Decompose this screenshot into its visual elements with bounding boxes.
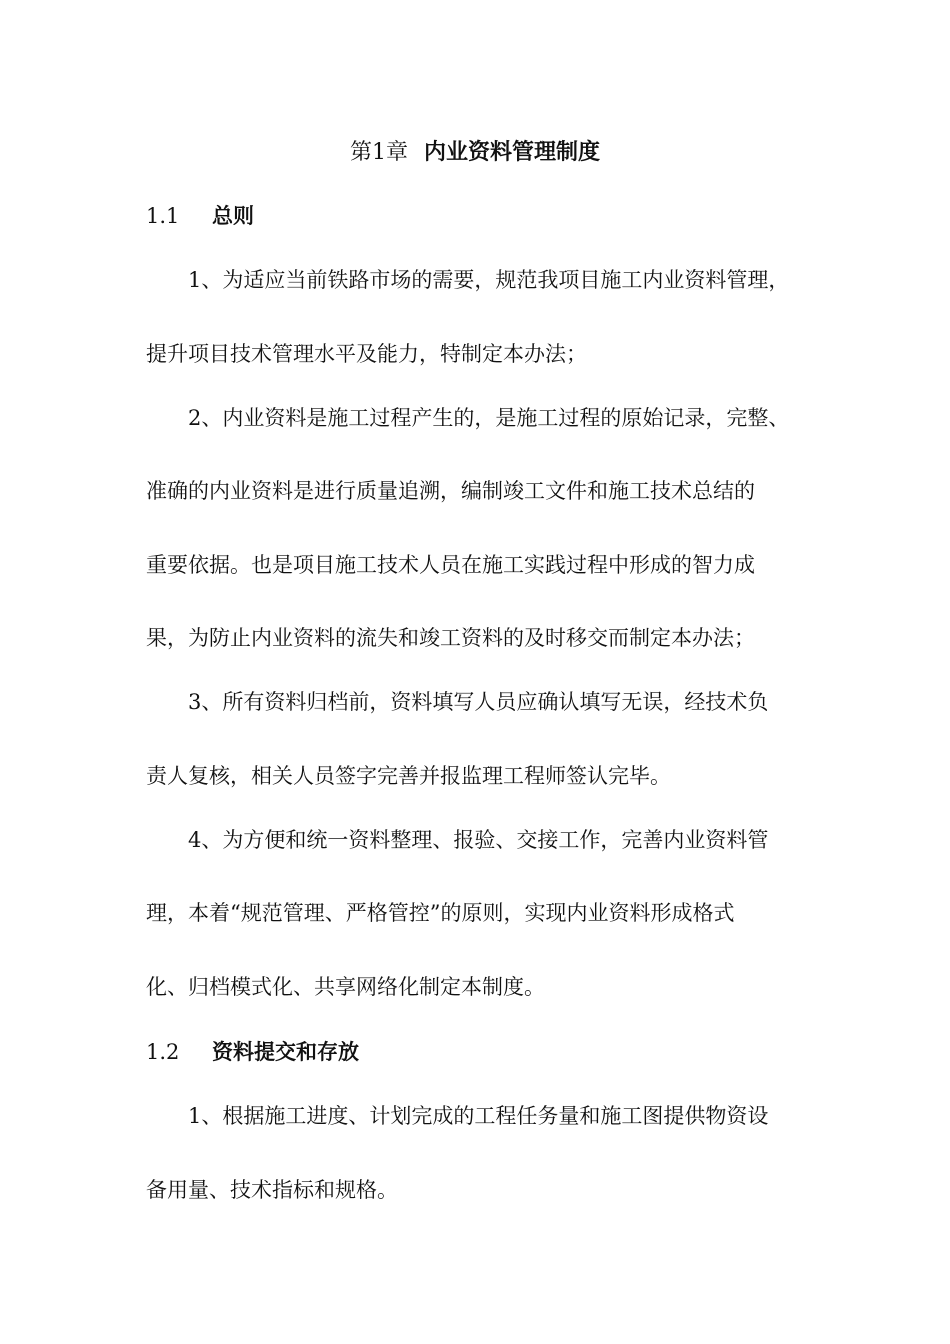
chapter-name: 内业资料管理制度: [423, 140, 600, 165]
paragraph-line: 责人复核，相关人员签字完善并报监理工程师签认完毕。: [146, 764, 671, 788]
paragraph-line: 1、为适应当前铁路市场的需要，规范我项目施工内业资料管理，: [188, 268, 790, 292]
paragraph-line: 提升项目技术管理水平及能力，特制定本办法；: [146, 342, 587, 366]
paragraph-line: 重要依据。也是项目施工技术人员在施工实践过程中形成的智力成: [146, 553, 755, 577]
paragraph-line: 1、根据施工进度、计划完成的工程任务量和施工图提供物资设: [188, 1104, 769, 1128]
section-title: 总则: [212, 204, 254, 228]
section-number: 1.2: [146, 1040, 180, 1064]
paragraph-line: 4、为方便和统一资料整理、报验、交接工作，完善内业资料管: [188, 828, 769, 852]
chapter-number: 第1章: [349, 140, 408, 165]
paragraph-line: 化、归档模式化、共享网络化制定本制度。: [146, 975, 545, 999]
paragraph-line: 2、内业资料是施工过程产生的，是施工过程的原始记录，完整、: [188, 406, 790, 430]
paragraph-line: 果，为防止内业资料的流失和竣工资料的及时移交而制定本办法；: [146, 626, 755, 650]
section-number: 1.1: [146, 204, 180, 228]
section-heading: [146, 202, 254, 230]
chapter-title: [0, 139, 950, 167]
paragraph-line: 准确的内业资料是进行质量追溯，编制竣工文件和施工技术总结的: [146, 479, 755, 503]
section-title: 资料提交和存放: [212, 1040, 359, 1064]
paragraph-line: 理，本着“规范管理、严格管控”的原则，实现内业资料形成格式: [146, 901, 735, 925]
section-heading: [146, 1038, 359, 1066]
paragraph-line: 备用量、技术指标和规格。: [146, 1178, 398, 1202]
paragraph-line: 3、所有资料归档前，资料填写人员应确认填写无误，经技术负: [188, 690, 769, 714]
